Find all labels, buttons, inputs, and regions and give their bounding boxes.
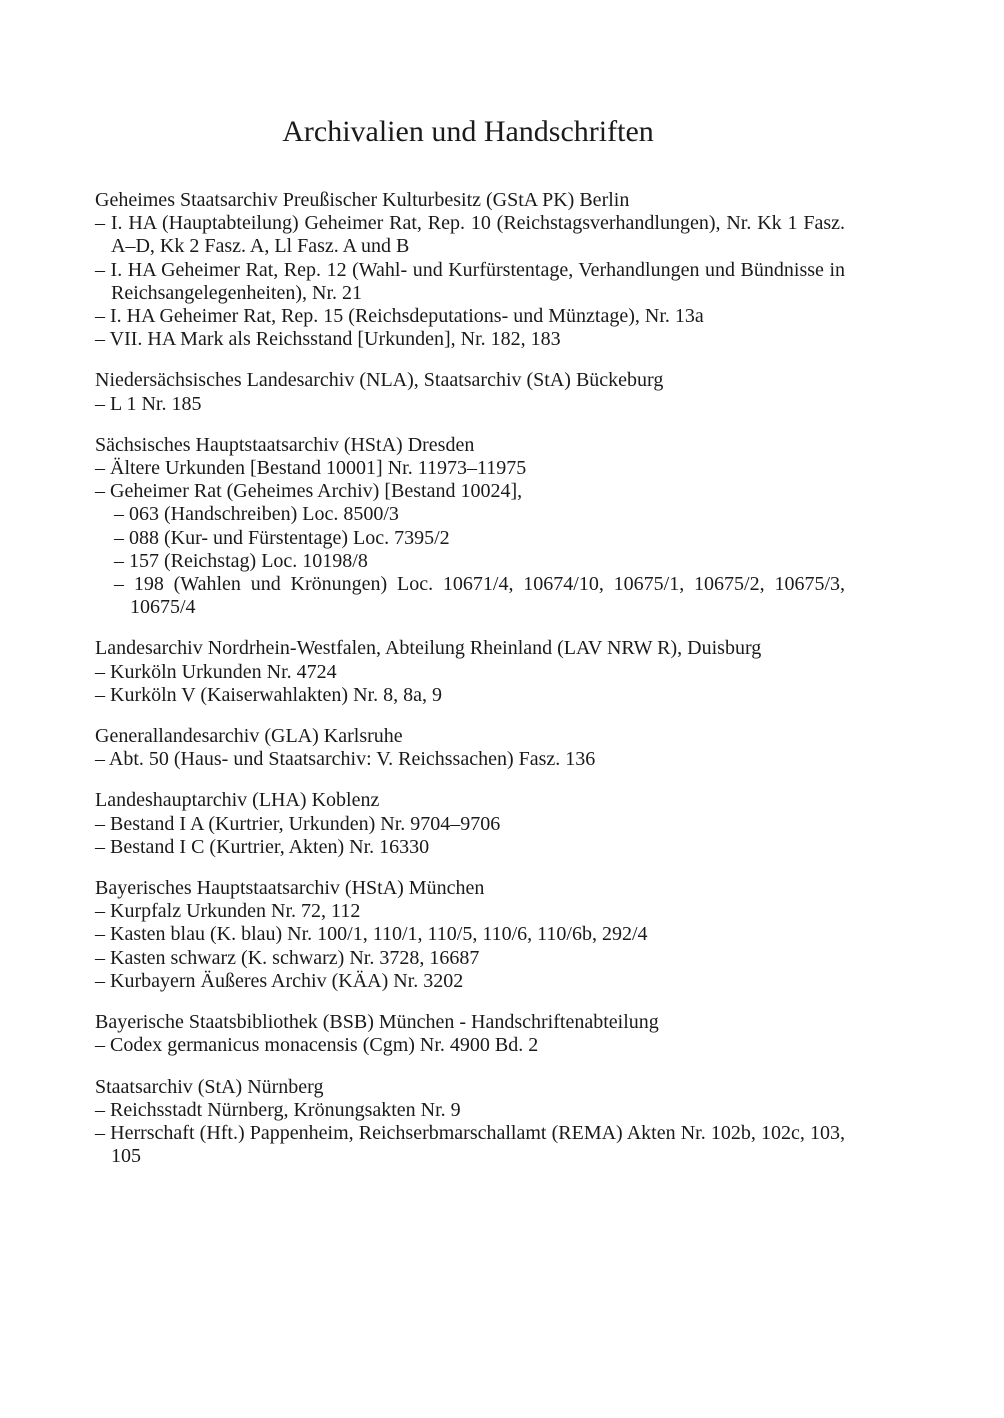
archive-list [95,189,845,1186]
section-heading: Landesarchiv Nordrhein-Westfalen, Abteilung Rheinland (LAV NRW R), Duisburg [95,637,762,660]
list-item: – Kurbayern Äußeres Archiv (KÄA) Nr. 3202 [95,969,464,992]
section-sta-nuernberg [95,1076,845,1169]
list-item: – Kasten schwarz (K. schwarz) Nr. 3728, 16687 [95,946,480,969]
list-item: – Bestand I C (Kurtrier, Akten) Nr. 16330 [95,835,430,858]
list-item: – Codex germanicus monacensis (Cgm) Nr. 4900 Bd. 2 [95,1034,539,1057]
section-lha-koblenz [95,789,845,859]
section-heading: Niedersächsisches Landesarchiv (NLA), Staatsarchiv (StA) Bückeburg [95,369,664,392]
section-nla-bueckeburg [95,369,845,415]
section-gla-karlsruhe [95,725,845,771]
list-item: – Kurköln Urkunden Nr. 4724 [95,660,337,683]
sub-list-item: – 157 (Reichstag) Loc. 10198/8 [114,549,368,572]
list-item: – I. HA Geheimer Rat, Rep. 12 (Wahl- und Kurfürstentage, Verhandlungen und Bündnisse in Reichsangelegenheiten), Nr. 21 [95,258,845,304]
sub-list-item: – 063 (Handschreiben) Loc. 8500/3 [114,503,399,526]
page-title: Archivalien und Handschriften [282,115,654,148]
list-item: – Kurköln V (Kaiserwahlakten) Nr. 8, 8a, 9 [95,683,442,706]
section-heading: Generallandesarchiv (GLA) Karlsruhe [95,725,403,748]
list-item: – Bestand I A (Kurtrier, Urkunden) Nr. 9704–9706 [95,812,501,835]
list-item: – Kurpfalz Urkunden Nr. 72, 112 [95,900,361,923]
section-heading: Geheimes Staatsarchiv Preußischer Kulturbesitz (GStA PK) Berlin [95,189,630,211]
list-item: – I. HA Geheimer Rat, Rep. 15 (Reichsdeputations- und Münztage), Nr. 13a [95,305,704,328]
section-heading: Sächsisches Hauptstaatsarchiv (HStA) Dresden [95,433,475,456]
list-item: – Abt. 50 (Haus- und Staatsarchiv: V. Reichssachen) Fasz. 136 [95,748,596,771]
section-hsta-muenchen [95,877,845,993]
section-lav-nrw-duisburg [95,637,845,707]
section-heading: Bayerisches Hauptstaatsarchiv (HStA) München [95,877,485,900]
list-item: – Ältere Urkunden [Bestand 10001] Nr. 11973–11975 [95,457,527,480]
sub-list-item: – 198 (Wahlen und Krönungen) Loc. 10671/4, 10674/10, 10675/1, 10675/2, 10675/3, 10675/4 [114,573,845,619]
list-item: – Reichsstadt Nürnberg, Krönungsakten Nr. 9 [95,1098,461,1121]
list-item: – I. HA (Hauptabteilung) Geheimer Rat, Rep. 10 (Reichstagsverhandlungen), Nr. Kk 1 Fasz. A–D, Kk 2 Fasz. A, Ll Fasz. A und B [95,212,845,258]
section-gsta-pk-berlin [95,189,845,351]
list-item: – L 1 Nr. 185 [95,392,202,415]
section-heading: Staatsarchiv (StA) Nürnberg [95,1075,324,1098]
list-item: – VII. HA Mark als Reichsstand [Urkunden], Nr. 182, 183 [95,328,561,351]
sub-list-item: – 088 (Kur- und Fürstentage) Loc. 7395/2 [114,526,450,549]
section-bsb-muenchen [95,1011,845,1057]
list-item: – Kasten blau (K. blau) Nr. 100/1, 110/1, 110/5, 110/6, 110/6b, 292/4 [95,923,648,946]
section-hsta-dresden [95,434,845,620]
list-item: – Herrschaft (Hft.) Pappenheim, Reichserbmarschallamt (REMA) Akten Nr. 102b, 102c, 103, 105 [95,1121,845,1168]
section-heading: Bayerische Staatsbibliothek (BSB) München - Handschriftenabteilung [95,1011,659,1034]
section-heading: Landeshauptarchiv (LHA) Koblenz [95,789,380,812]
list-item: – Geheimer Rat (Geheimes Archiv) [Bestand 10024], [95,480,523,503]
